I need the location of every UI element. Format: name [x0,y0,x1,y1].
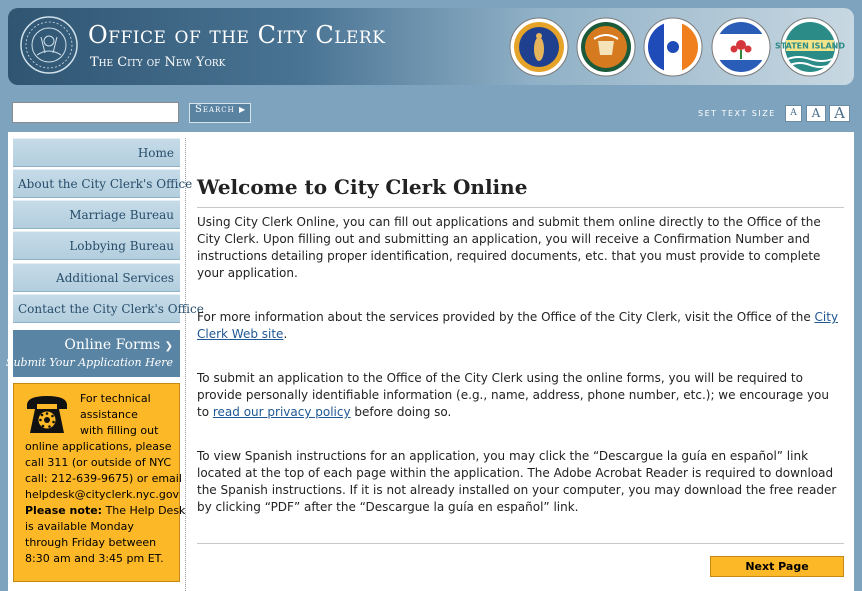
help-text-line: call 311 (or outside of NYC [25,456,172,469]
svg-text:STATEN ISLAND: STATEN ISLAND [775,41,845,51]
sidebar-divider [185,138,186,591]
city-seal-icon [19,15,79,75]
online-forms-title: Online Forms [64,337,161,353]
help-text-line: online applications, please [25,440,172,453]
help-text-line: For technical [80,392,151,405]
text-size-large-button[interactable]: A [829,105,850,122]
spanish-instructions-paragraph: To view Spanish instructions for an application, you may click the “Descargue la guía en español” link located at the top of each page within the application. The Adobe Acrobat Reader is required to download the Spanish instructions. If it is not already installed on your computer, you may download the free reader by clicking “PDF” after the “Descargue la guía en español” link. [197,449,837,514]
search-button[interactable]: Search ▶ [189,103,251,123]
nav-contact-city-clerk[interactable]: Contact the City Clerk's Office [13,294,180,323]
brooklyn-seal-icon [576,17,636,77]
search-input[interactable] [12,102,179,123]
privacy-paragraph: To submit an application to the Office of the City Clerk using the online forms, you will be required to provide personally identifiable information (e.g., name, address, phone number, etc.); we encourage you to read our privacy policy before doing so. [197,371,829,419]
more-info-paragraph: For more information about the services provided by the Office of the City Clerk, visit the Office of the City Clerk Web site. [197,310,839,341]
help-note-label: Please note: [25,504,103,517]
online-forms-button[interactable] [5,330,180,377]
city-clerk-website-link[interactable]: City [814,310,839,324]
manhattan-seal-icon [643,17,703,77]
help-text-line: call: 212-639-9675) or email [25,472,182,485]
help-text-line: assistance [80,408,138,421]
header-banner [8,8,854,85]
help-text-line: with filling out [80,424,159,437]
nav-additional-services[interactable]: Additional Services [13,263,180,292]
text-size-medium-button[interactable]: A [806,105,826,122]
telephone-icon [24,393,70,435]
help-text-line: is available Monday [25,520,134,533]
divider [197,543,844,544]
divider [197,207,844,208]
help-email: helpdesk@cityclerk.nyc.gov [25,488,180,501]
help-text-line: 8:30 am and 3:45 pm ET. [25,552,164,565]
text-size-label: SET TEXT SIZE [698,109,776,118]
help-text-line: The Help Desk [105,504,186,517]
staten-island-seal-icon [775,17,845,77]
page-header-subtitle: The City of New York [90,55,226,70]
privacy-policy-link[interactable]: read our privacy policy [212,405,351,419]
nav-about-city-clerk[interactable]: About the City Clerk's Office [13,169,180,198]
queens-seal-icon [711,17,771,77]
intro-paragraph: Using City Clerk Online, you can fill out applications and submit them online directly to the Office of the City Clerk. Upon filling out and submitting an application, you will receive a Confirmation Number and instructions detailing proper identification, required documents, etc. that you must provide to complete your application. [197,215,821,280]
nav-home[interactable]: Home [13,138,180,167]
page-header-title: Office of the City Clerk [88,21,386,49]
bronx-seal-icon [509,17,569,77]
online-forms-subtitle: Submit Your Application Here [5,356,173,369]
chevron-right-icon: ❯ [164,341,173,352]
page-title: Welcome to City Clerk Online [197,175,528,199]
nav-marriage-bureau[interactable]: Marriage Bureau [13,200,180,229]
technical-help-box [13,383,186,582]
nav-lobbying-bureau[interactable]: Lobbying Bureau [13,231,180,260]
help-text-line: through Friday between [25,536,157,549]
next-page-button[interactable]: Next Page [710,556,844,577]
text-size-small-button[interactable]: A [785,105,802,122]
city-clerk-website-link[interactable]: Clerk Web site [197,327,284,341]
